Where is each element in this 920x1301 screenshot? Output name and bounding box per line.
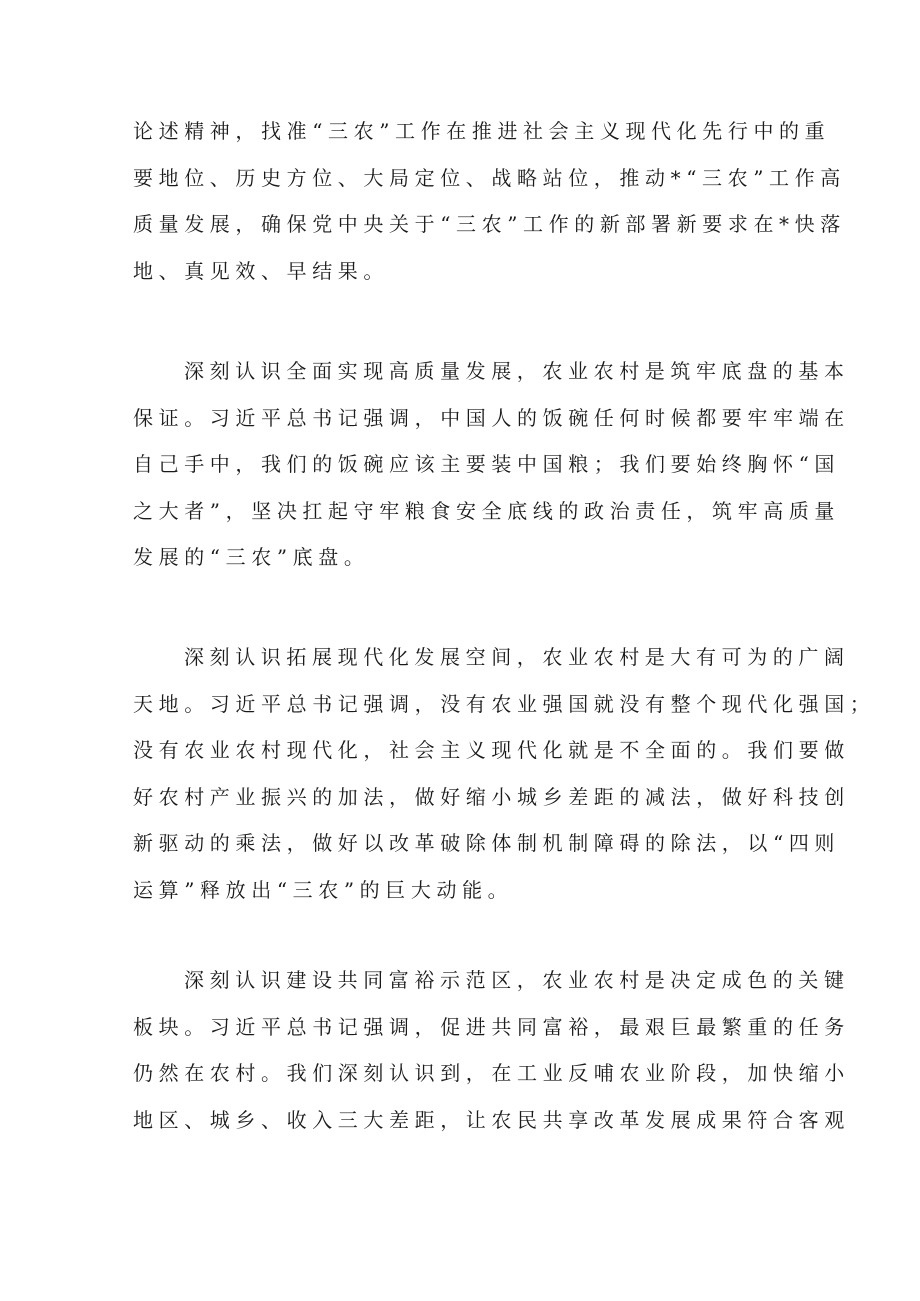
text-line: 运算”释放出“三农”的巨大动能。: [133, 877, 514, 902]
text-line: 天地。习近平总书记强调，没有农业强国就没有整个现代化强国；: [133, 691, 876, 716]
text-line: 好农村产业振兴的加法，做好缩小城乡差距的减法，做好科技创: [133, 784, 850, 809]
text-line: 保证。习近平总书记强调，中国人的饭碗任何时候都要牢牢端在: [133, 405, 850, 430]
text-line: 要地位、历史方位、大局定位、战略站位，推动*“三农”工作高: [133, 165, 846, 190]
text-line: 自己手中，我们的饭碗应该主要装中国粮；我们要始终胸怀“国: [133, 452, 841, 476]
text-line: 深刻认识全面实现高质量发展，农业农村是筑牢底盘的基本: [184, 359, 850, 383]
text-line: 发展的“三农”底盘。: [133, 545, 370, 569]
text-line: 论述精神，找准“三农”工作在推进社会主义现代化先行中的重: [133, 119, 831, 143]
paragraph-high-quality-development: [133, 348, 850, 581]
text-line: 之大者”，坚决扛起守牢粮食安全底线的政治责任，筑牢高质量: [133, 498, 841, 523]
text-line: 仍然在农村。我们深刻认识到，在工业反哺农业阶段，加快缩小: [133, 1061, 850, 1085]
text-line: 没有农业农村现代化，社会主义现代化就是不全面的。我们要做: [133, 738, 850, 762]
paragraph-common-prosperity: [133, 957, 850, 1143]
text-line: 板块。习近平总书记强调，促进共同富裕，最艰巨最繁重的任务: [133, 1014, 850, 1039]
text-line: 质量发展，确保党中央关于“三农”工作的新部署新要求在*快落: [133, 212, 846, 236]
paragraph-continuation: [133, 108, 846, 294]
text-line: 地、真见效、早结果。: [133, 258, 389, 283]
text-line: 地区、城乡、收入三大差距，让农民共享改革发展成果符合客观: [133, 1107, 850, 1132]
paragraph-modernization-space: [133, 634, 876, 913]
text-line: 新驱动的乘法，做好以改革破除体制机制障碍的除法，以“四则: [133, 831, 841, 855]
text-line: 深刻认识建设共同富裕示范区，农业农村是决定成色的关键: [184, 968, 850, 992]
text-line: 深刻认识拓展现代化发展空间，农业农村是大有可为的广阔: [184, 645, 850, 669]
